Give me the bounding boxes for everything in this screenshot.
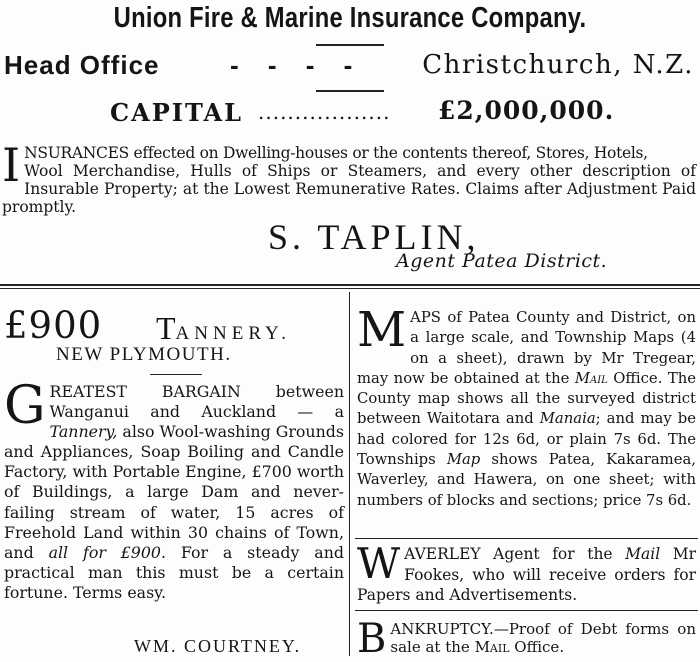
waverley-dropcap: W bbox=[357, 539, 401, 588]
tannery-word: Tannery, bbox=[49, 422, 118, 442]
insurance-body-rest: Insurable Property; at the Lowest Remunerative Rates. Claims after Adjustment Paid promptly. bbox=[2, 180, 696, 216]
tannery-title-rest: ANNERY. bbox=[175, 323, 291, 344]
maps-mail-word: Mail bbox=[574, 369, 608, 387]
tannery-separator-rule bbox=[150, 374, 202, 375]
maps-body-b: Office. The County map shows all the surveyed district between Waitotara and bbox=[357, 369, 696, 428]
tannery-place: NEW PLYMOUTH. bbox=[56, 344, 232, 365]
column-divider-rule bbox=[349, 292, 350, 656]
agent-role: Agent Patea District. bbox=[396, 250, 608, 272]
maps-dropcap: M bbox=[357, 302, 407, 358]
tannery-italic-price: all for £900. bbox=[48, 542, 166, 562]
maps-notice bbox=[357, 302, 696, 511]
head-office-label: Head Office bbox=[4, 50, 160, 80]
head-office-city: Christchurch, N.Z. bbox=[422, 50, 694, 80]
capital-amount: £2,000,000. bbox=[438, 96, 615, 125]
insurance-body-line2: Wool Merchandise, Hulls of Ships or Steamers, and every other description of bbox=[24, 162, 696, 180]
maps-body-a: APS of Patea County and District, on a large scale, and Township Maps (4 on a sheet), drawn by Mr Tregear, may now be obtained at the bbox=[357, 309, 696, 387]
bankruptcy-notice bbox=[357, 616, 696, 662]
tannery-title bbox=[156, 310, 291, 347]
head-office-dashes: - - - - bbox=[230, 50, 353, 80]
title-underline-rule bbox=[316, 44, 384, 46]
bankruptcy-body-b: Office. bbox=[509, 638, 565, 656]
maps-bottom-rule bbox=[355, 538, 698, 539]
capital-label: CAPITAL bbox=[110, 98, 244, 127]
tannery-body bbox=[4, 376, 345, 603]
tannery-dropcap: G bbox=[4, 376, 46, 436]
waverley-body-a: AVERLEY Agent for the bbox=[404, 545, 626, 563]
maps-map-word: Map bbox=[446, 451, 481, 469]
maps-manaia-word: Manaia bbox=[539, 410, 596, 428]
waverley-notice bbox=[357, 539, 696, 606]
insurance-body bbox=[2, 138, 696, 216]
maps-body-d: shows Patea, Kakaramea, Waverley, and Hawera, on one sheet; with numbers of blocks and sections; price 7s 6d. bbox=[357, 451, 696, 509]
bankruptcy-mail-word: Mail bbox=[474, 638, 510, 656]
tannery-signature: WM. COURTNEY. bbox=[134, 636, 302, 656]
maps-body-c: ; and may be had colored for 12s 6d, or plain 7s 6d. The Townships bbox=[357, 410, 696, 469]
tannery-price: £900 bbox=[4, 304, 103, 347]
agent-name: S. TAPLIN, bbox=[268, 217, 480, 257]
insurance-body-line1: NSURANCES effected on Dwelling-houses or the contents thereof, Stores, Hotels, bbox=[24, 144, 648, 162]
capital-leader-dots: .................. bbox=[258, 100, 391, 124]
bankruptcy-dropcap: B bbox=[357, 616, 387, 662]
insurer-title: Union Fire & Marine Insurance Company. bbox=[113, 2, 587, 34]
waverley-mail-word: Mail bbox=[625, 545, 661, 563]
tannery-title-initial: T bbox=[156, 310, 176, 346]
insurance-dropcap: I bbox=[2, 138, 21, 192]
tannery-body-b: also Wool-washing Grounds and Appliances, Soap Boiling and Candle Factory, with Portable Engine, £700 worth of Buildings, a large Dam and never-failing stream of water, 15 acres of Freehold Land within 30 chains of Town, and bbox=[4, 422, 344, 562]
waverley-bottom-rule bbox=[355, 610, 698, 611]
waverley-body-b: Mr Fookes, who will receive orders for Papers and Advertisements. bbox=[357, 545, 696, 604]
tannery-body-a: REATEST BARGAIN between Wanganui and Auckland — a bbox=[49, 382, 344, 422]
capital-short-rule bbox=[316, 90, 384, 92]
section-divider-rule bbox=[0, 284, 700, 286]
section-divider-rule-thin bbox=[0, 288, 700, 289]
tannery-body-c: For a steady and practical man this must be a certain fortune. Terms easy. bbox=[4, 542, 345, 602]
bankruptcy-body-a: ANKRUPTCY.—Proof of Debt forms on sale at the bbox=[390, 620, 696, 656]
